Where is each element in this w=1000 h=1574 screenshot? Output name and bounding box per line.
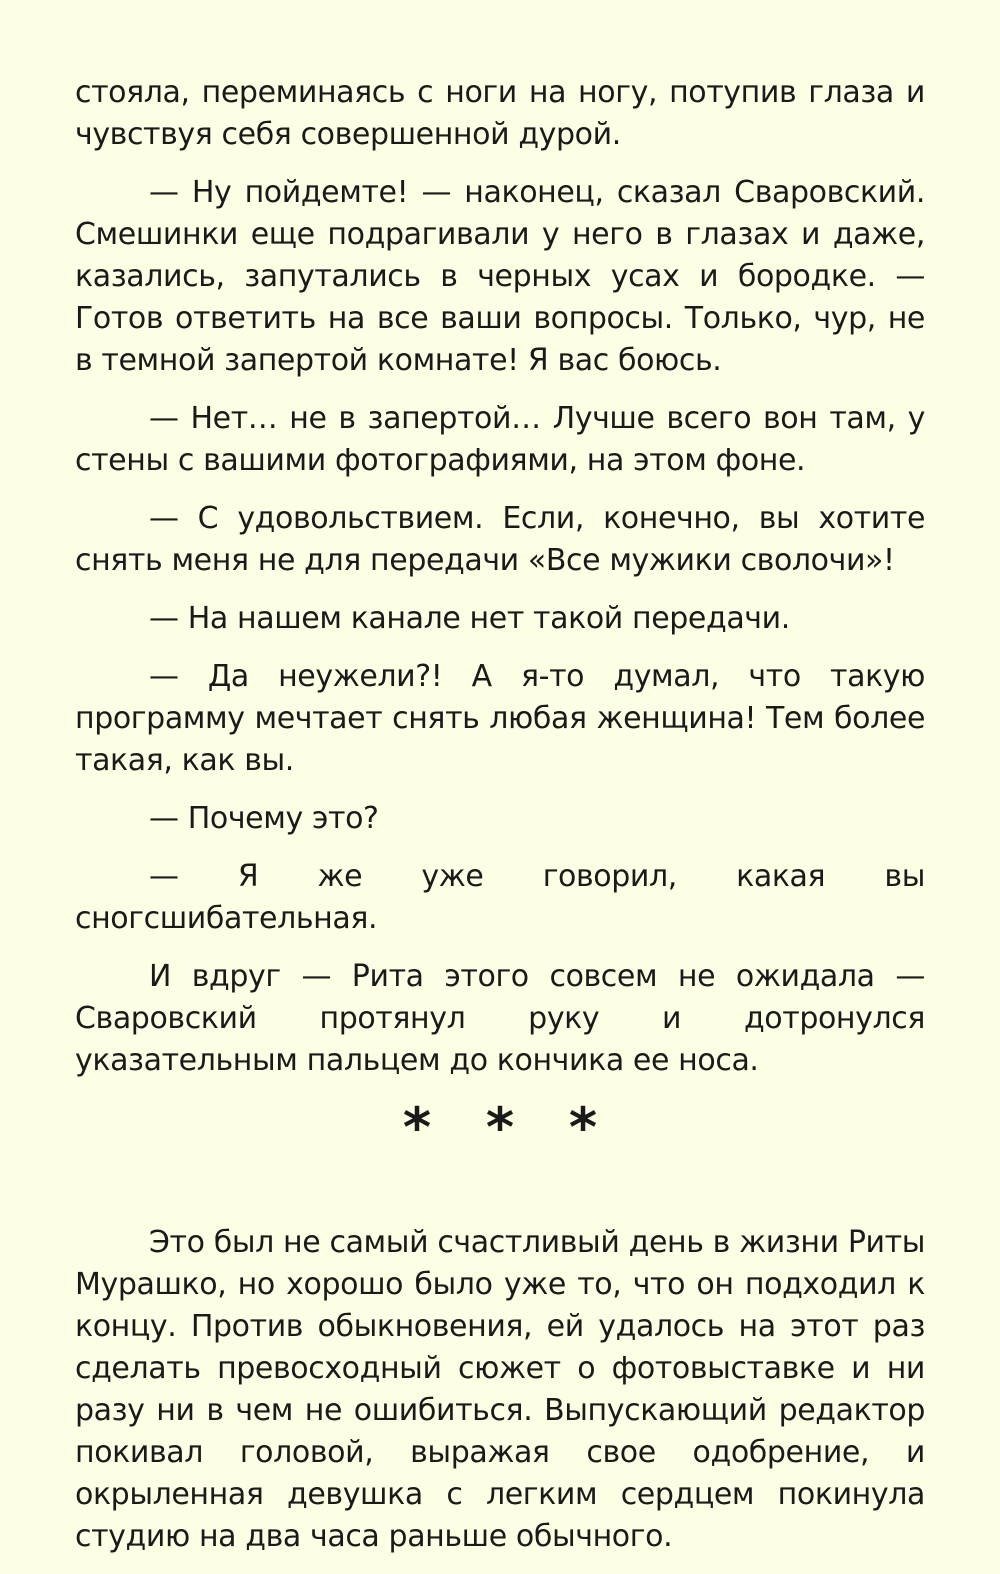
paragraph-1: стояла, переминаясь с ноги на ногу, потупив глаза и чувствуя себя совершенной дурой. bbox=[75, 75, 925, 152]
section-separator: * * * bbox=[402, 1096, 616, 1159]
paragraph-3: — Нет… не в запертой… Лучше всего вон там, у стены с вашими фотографиями, на этом фоне. bbox=[75, 401, 925, 478]
paragraph-9: И вдруг — Рита этого совсем не ожидала — Сваровский протянул руку и дотронулся указательным пальцем до кончика ее носа. bbox=[75, 959, 925, 1078]
paragraph-7: — Почему это? bbox=[149, 801, 379, 836]
paragraph-10: Это был не самый счастливый день в жизни Риты Мурашко, но хорошо было уже то, что он подходил к концу. Против обыкновения, ей удалось на этот раз сделать превосходный сюжет о фотовыставке и ни разу ни в чем не ошибиться. Выпускающий редактор покивал головой, выражая свое одобрение, и окрыленная девушка с легким сердцем покинула студию на два часа раньше обычного. bbox=[75, 1225, 925, 1554]
paragraph-8: — Я же уже говорил, какая вы сногсшибательная. bbox=[75, 859, 925, 936]
page-body bbox=[75, 72, 925, 1574]
paragraph-6: — Да неужели?! А я-то думал, что такую программу мечтает снять любая женщина! Тем более такая, как вы. bbox=[75, 659, 925, 778]
paragraph-2: — Ну пойдемте! — наконец, сказал Сваровский. Смешинки еще подрагивали у него в глазах и даже, казались, запутались в черных усах и бородке. — Готов ответить на все ваши вопросы. Только, чур, не в темной запертой комнате! Я вас боюсь. bbox=[75, 175, 925, 378]
paragraph-5: — На нашем канале нет такой передачи. bbox=[149, 601, 790, 636]
paragraph-4: — С удовольствием. Если, конечно, вы хотите снять меня не для передачи «Все мужики сволочи»! bbox=[75, 501, 925, 578]
